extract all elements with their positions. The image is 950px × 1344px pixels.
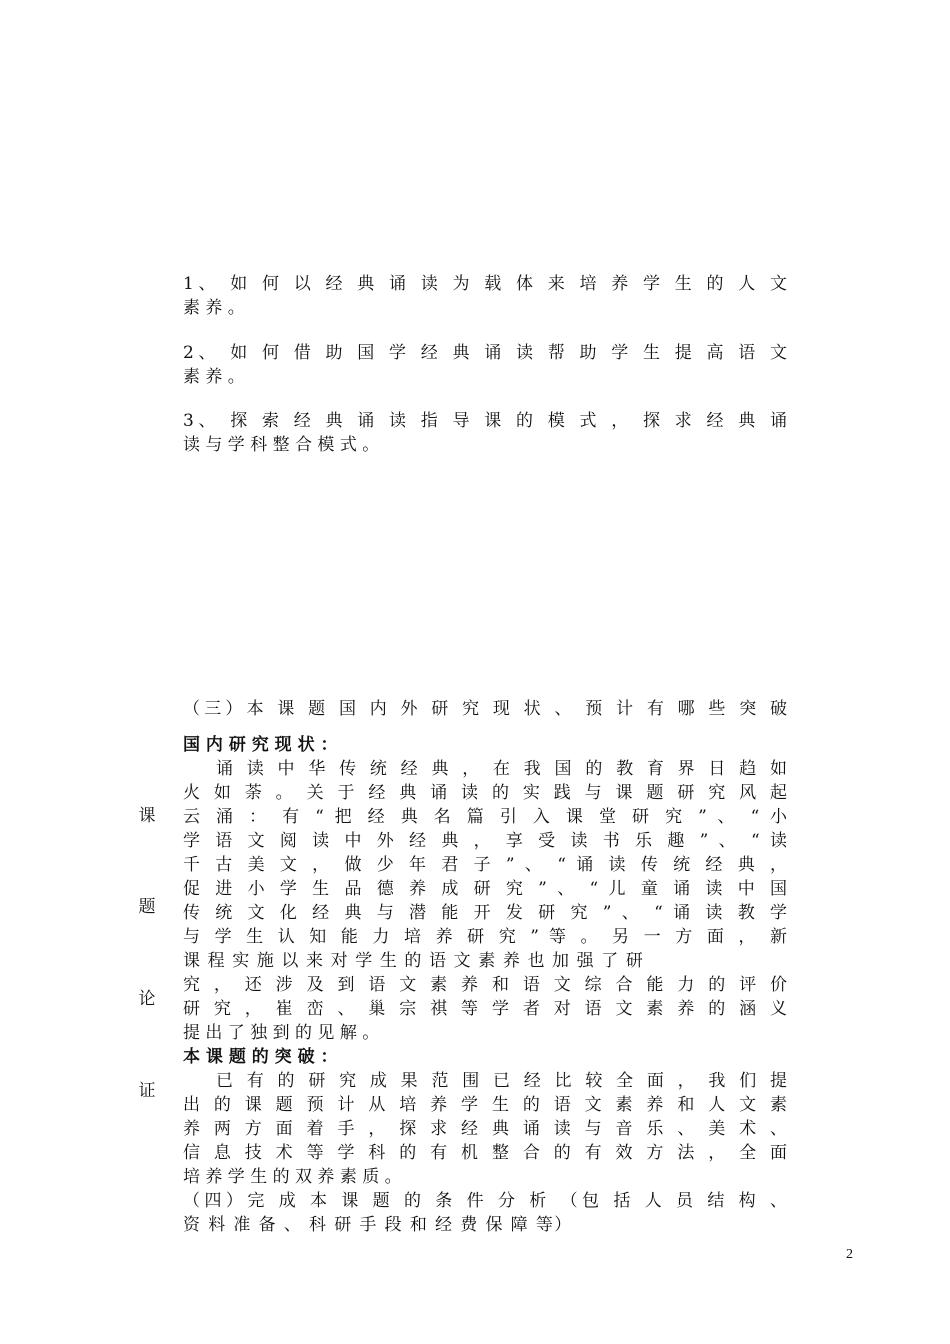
goal-item-1 (183, 272, 787, 320)
domestic-line: 千 古 美 文 ， 做 少 年 君 子 ” 、 “ 诵 读 传 统 经 典 ， (183, 855, 787, 875)
domestic-line: 与 学 生 认 知 能 力 培 养 研 究 ” 等 。 另 一 方 面 ， 新 (183, 927, 787, 947)
breakthrough-line: 养 两 方 面 着 手 ， 探 求 经 典 诵 读 与 音 乐 、 美 术 、 (183, 1119, 787, 1139)
goal-2-line-2: 素 养 。 (183, 367, 245, 387)
page-number: 2 (846, 1247, 853, 1262)
sidebar-char-4: 证 (138, 1081, 156, 1101)
breakthrough-line: 培 养 学 生 的 双 养 素 质 。 (183, 1167, 402, 1187)
breakthrough-heading: 本 课 题 的 突 破 ： (183, 1047, 338, 1067)
section-4-title-line-1: （四）完 成 本 课 题 的 条 件 分 析 （包 括 人 员 结 构 、 (183, 1191, 787, 1211)
domestic-line: 火 如 荼 。 关 于 经 典 诵 读 的 实 践 与 课 题 研 究 风 起 (183, 783, 787, 803)
breakthrough-line: 信 息 技 术 等 学 科 的 有 机 整 合 的 有 效 方 法 ， 全 面 (183, 1143, 787, 1163)
goal-item-3 (183, 409, 787, 457)
breakthrough-line: 已 有 的 研 究 成 果 范 围 已 经 比 较 全 面 ， 我 们 提 (216, 1071, 787, 1091)
goals-list (183, 272, 787, 457)
goal-1-line-1: 1、 如 何 以 经 典 诵 读 为 载 体 来 培 养 学 生 的 人 文 (183, 274, 787, 294)
domestic-line: 云 涌 ： 有 “ 把 经 典 名 篇 引 入 课 堂 研 究 ” 、 “ 小 (183, 807, 787, 827)
breakthrough-line: 出 的 课 题 预 计 从 培 养 学 生 的 语 文 素 养 和 人 文 素 (183, 1095, 787, 1115)
domestic-line: 究 ， 还 涉 及 到 语 文 素 养 和 语 文 综 合 能 力 的 评 价 (183, 975, 787, 995)
sidebar-char-1: 课 (138, 806, 156, 826)
domestic-line: 诵 读 中 华 传 统 经 典 ， 在 我 国 的 教 育 界 日 趋 如 (216, 759, 787, 779)
domestic-line: 传 统 文 化 经 典 与 潜 能 开 发 研 究 ” 、 “ 诵 读 教 学 (183, 903, 787, 923)
domestic-line: 学 语 文 阅 读 中 外 经 典 ， 享 受 读 书 乐 趣 ” 、 “ 读 (183, 831, 787, 851)
goal-3-line-2: 读 与 学 科 整 合 模 式 。 (183, 435, 380, 455)
goal-item-2 (183, 341, 787, 389)
breakthrough-paragraph (183, 1069, 787, 1189)
domestic-line: 研 究 ， 崔 峦 、 巢 宗 祺 等 学 者 对 语 文 素 养 的 涵 义 (183, 999, 787, 1019)
goal-3-line-1: 3、 探 索 经 典 诵 读 指 导 课 的 模 式 ， 探 求 经 典 诵 (183, 411, 787, 431)
sidebar-char-3: 论 (138, 989, 156, 1009)
domestic-status-paragraph (183, 757, 787, 1045)
goal-1-line-2: 素 养 。 (183, 298, 245, 318)
domestic-line: 课 程 实 施 以 来 对 学 生 的 语 文 素 养 也 加 强 了 研 (183, 951, 644, 971)
section-3-body (183, 733, 787, 1237)
domestic-line: 提 出 了 独 到 的 见 解 。 (183, 1023, 380, 1043)
sidebar-char-2: 题 (138, 897, 156, 917)
section-3-title: （三）本 课 题 国 内 外 研 究 现 状 、 预 计 有 哪 些 突 破 (183, 699, 787, 719)
section-4-title-line-2: 资 料 准 备 、 科 研 手 段 和 经 费 保 障 等） (183, 1215, 573, 1235)
goal-2-line-1: 2、 如 何 借 助 国 学 经 典 诵 读 帮 助 学 生 提 高 语 文 (183, 343, 787, 363)
domestic-status-heading: 国 内 研 究 现 状 ： (183, 735, 338, 755)
domestic-line: 促 进 小 学 生 品 德 养 成 研 究 ” 、 “ 儿 童 诵 读 中 国 (183, 879, 787, 899)
section-3-title-block (183, 697, 787, 721)
